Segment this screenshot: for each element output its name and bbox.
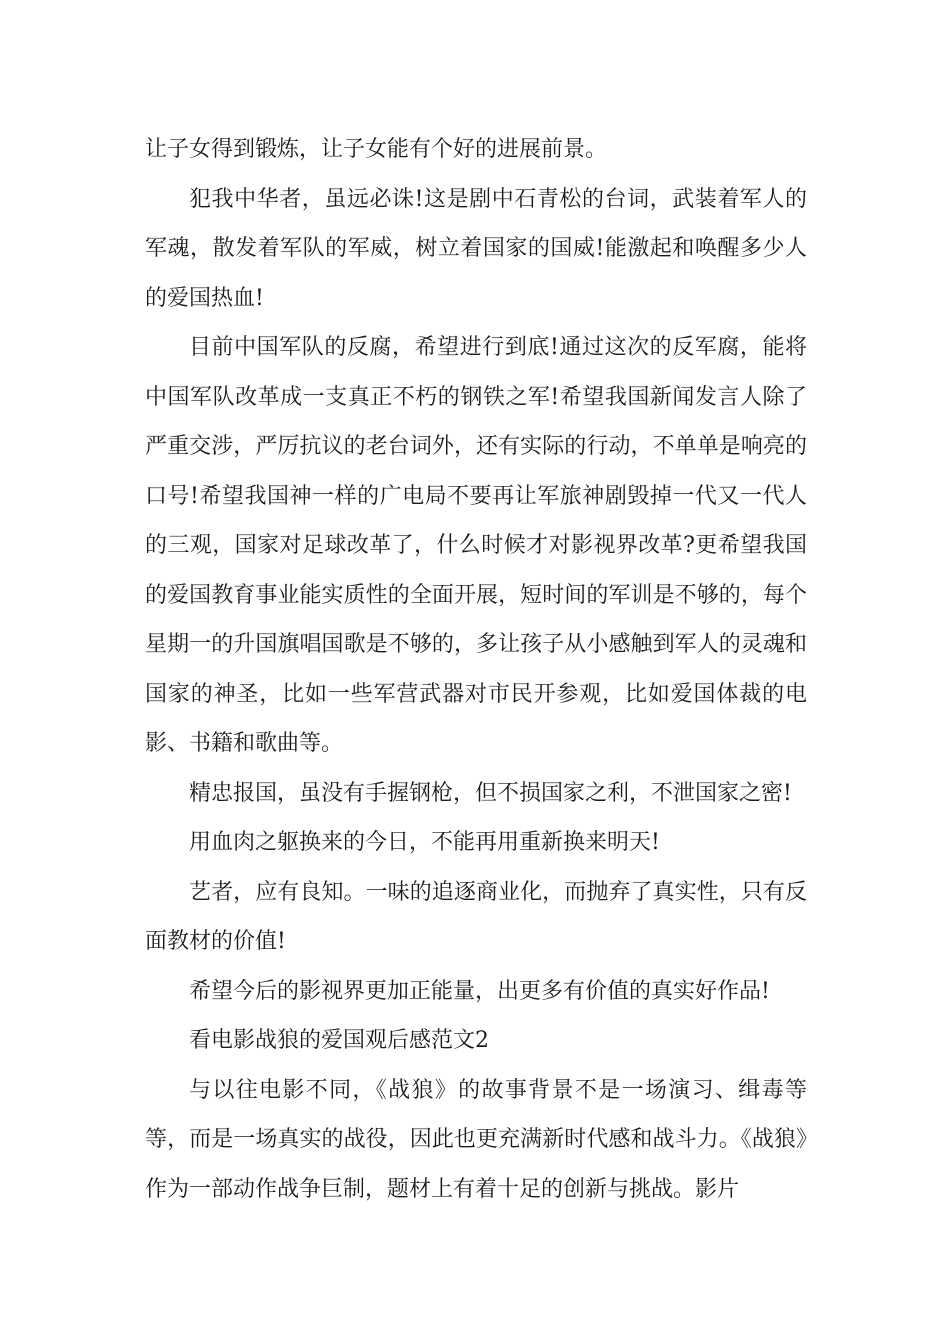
paragraph: 希望今后的影视界更加正能量，出更多有价值的真实好作品!	[189, 978, 770, 1004]
document-body	[145, 125, 807, 1214]
paragraph-continuation: 让子女得到锻炼，让子女能有个好的进展前景。	[145, 137, 608, 162]
section-heading: 看电影战狼的爱国观后感范文2	[189, 1028, 489, 1053]
paragraph: 艺者，应有良知。一味的追逐商业化，而抛弃了真实性，只有反面教材的价值!	[145, 879, 807, 954]
paragraph: 犯我中华者，虽远必诛!这是剧中石青松的台词，武装着军人的军魂，散发着军队的军威，树立着国家的国威!能激起和唤醒多少人的爱国热血!	[145, 186, 807, 311]
paragraph: 与以往电影不同，《战狼》的故事背景不是一场演习、缉毒等等，而是一场真实的战役，因此也更充满新时代感和战斗力。《战狼》作为一部动作战争巨制，题材上有着十足的创新与挑战。影片	[145, 1077, 807, 1202]
paragraph: 目前中国军队的反腐，希望进行到底!通过这次的反军腐，能将中国军队改革成一支真正不朽的钢铁之军!希望我国新闻发言人除了严重交涉，严厉抗议的老台词外，还有实际的行动，不单单是响亮的口号!希望我国神一样的广电局不要再让军旅神剧毁掉一代又一代人的三观，国家对足球改革了，什么时候才对影视界改革?更希望我国的爱国教育事业能实质性的全面开展，短时间的军训是不够的，每个星期一的升国旗唱国歌是不够的，多让孩子从小感触到军人的灵魂和国家的神圣，比如一些军营武器对市民开参观，比如爱国体裁的电影、书籍和歌曲等。	[145, 335, 807, 756]
paragraph: 用血肉之躯换来的今日，不能再用重新换来明天!	[189, 830, 660, 855]
paragraph: 精忠报国，虽没有手握钢枪，但不损国家之利，不泄国家之密!	[189, 780, 792, 806]
